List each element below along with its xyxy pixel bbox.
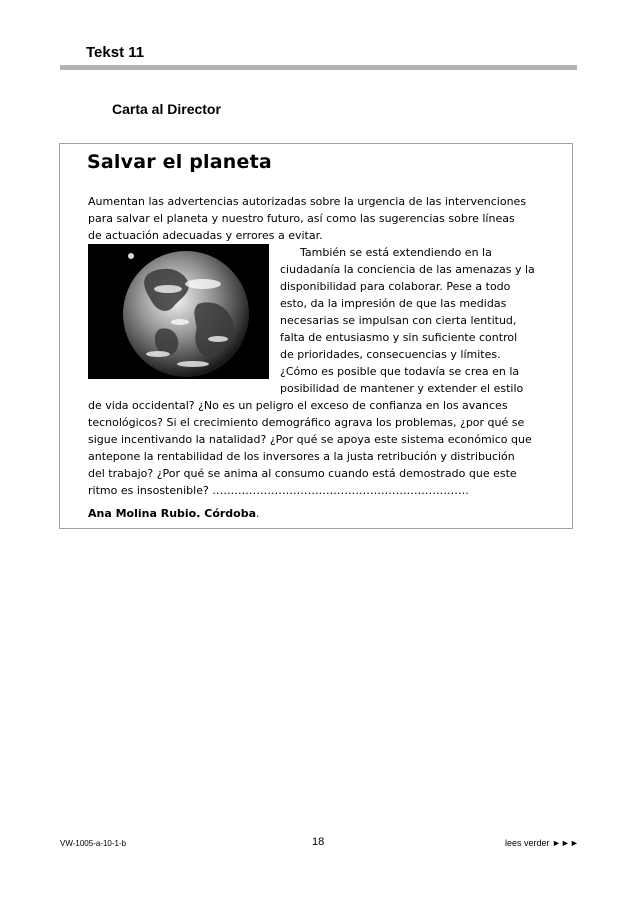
article-line: esto, da la impresión de que las medidas [280, 297, 507, 310]
article-line: para salvar el planeta y nuestro futuro, así como las sugerencias sobre líneas [88, 212, 515, 225]
article-line: falta de entusiasmo y sin suficiente control [280, 331, 518, 344]
article-line: sigue incentivando la natalidad? ¿Por qué se apoya este sistema económico que [88, 433, 532, 446]
earth-globe-photo [88, 244, 269, 379]
page-header-title: Tekst 11 [86, 44, 145, 61]
article-line: ¿Cómo es posible que todavía se crea en la [280, 365, 520, 378]
header-divider [60, 65, 577, 70]
article-heading: Salvar el planeta [87, 151, 272, 173]
signature-period: . [256, 507, 260, 520]
article-line: También se está extendiendo en la [300, 246, 492, 259]
article-line: ritmo es insostenible? ……………………………………………………………. [88, 484, 469, 497]
article-line: necesarias se impulsan con cierta lentitud, [280, 314, 517, 327]
article-line: antepone la rentabilidad de los inversores a la justa retribución y distribución [88, 450, 515, 463]
article-line: disponibilidad para colaborar. Pese a todo [280, 280, 511, 293]
author-name: Ana Molina Rubio. [88, 507, 205, 520]
author-signature [88, 507, 260, 520]
author-city: Córdoba [204, 507, 257, 520]
section-title: Carta al Director [112, 101, 221, 117]
article-line: de prioridades, consecuencias y límites. [280, 348, 501, 361]
article-line: de actuación adecuadas y errores a evitar. [88, 229, 323, 242]
footer-page-number: 18 [312, 836, 325, 848]
article-line: del trabajo? ¿Por qué se anima al consumo cuando está demostrado que este [88, 467, 517, 480]
article-line: de vida occidental? ¿No es un peligro el exceso de confianza en los avances [88, 399, 508, 412]
footer-exam-code: VW-1005-a-10-1-b [60, 839, 127, 848]
article-line: ciudadanía la conciencia de las amenazas y la [280, 263, 535, 276]
article-line: tecnológicos? Si el crecimiento demográfico agrava los problemas, ¿por qué se [88, 416, 525, 429]
article-line: posibilidad de mantener y extender el estilo [280, 382, 524, 395]
earth-globe-icon [88, 244, 269, 379]
article-line: Aumentan las advertencias autorizadas sobre la urgencia de las intervenciones [88, 195, 527, 208]
footer-continue-label: lees verder ►►► [505, 838, 579, 848]
